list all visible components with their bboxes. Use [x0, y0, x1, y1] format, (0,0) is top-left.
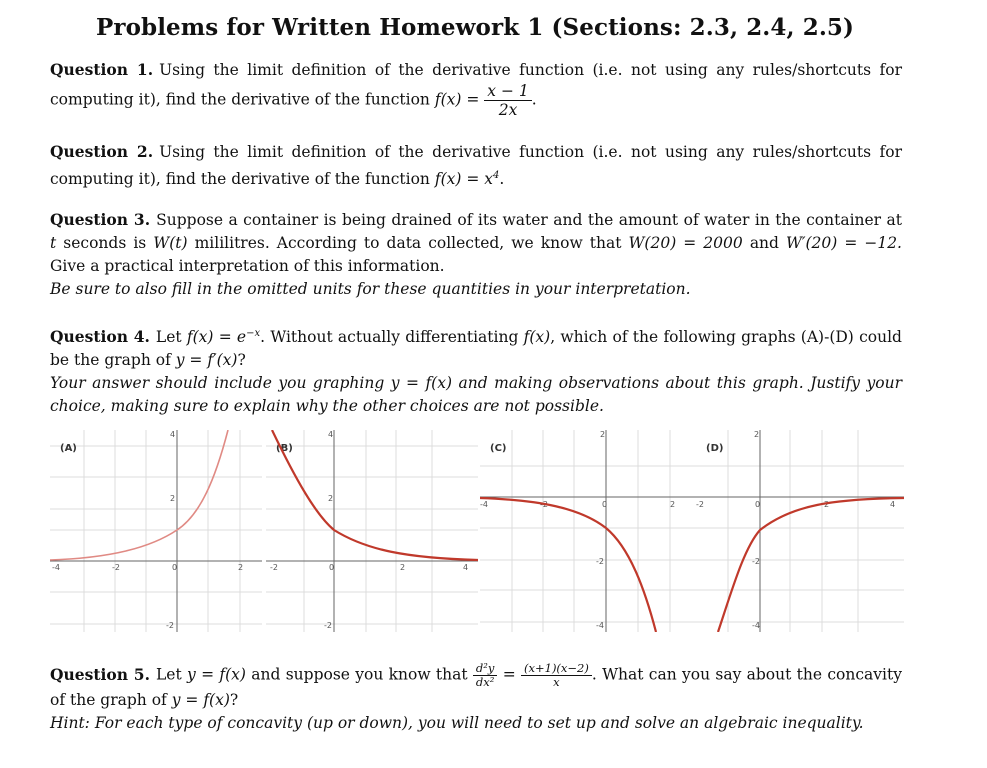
question-5-second-derivative — [473, 662, 497, 689]
graph-d-label: (D) — [706, 443, 724, 454]
question-2-text: Using the limit definition of the derivative function (i.e. not using any rules/shortcuts for computing it), find the derivative of the function — [50, 143, 902, 189]
graph-d-xtick: 0 — [755, 500, 761, 509]
graph-a-plot — [50, 430, 262, 632]
question-4-label: Question 4. — [50, 327, 150, 347]
graph-d-xtick: 2 — [824, 500, 830, 509]
question-4 — [50, 322, 902, 418]
question-2-end: . — [499, 170, 505, 189]
question-5-r-numerator: (x+1)(x−2) — [521, 662, 592, 676]
question-1-numerator: x − 1 — [484, 82, 531, 101]
graph-d-ytick: -2 — [752, 557, 760, 566]
question-4-text-c: , which of the following graphs (A)-(D) could be the graph of — [50, 328, 902, 370]
graph-d — [692, 430, 904, 632]
graph-c-xtick: 0 — [602, 500, 608, 509]
graph-b-curve — [272, 430, 478, 560]
graph-a-ytick: 4 — [170, 430, 176, 439]
question-4-note: Your answer should include you graphing y = f(x) and making observations about this graph. Justify your choice, making sure to explain why the other choices are not possible. — [50, 374, 902, 416]
graph-c-label: (C) — [490, 443, 507, 454]
question-3-and: and — [749, 234, 779, 252]
question-5-rational — [521, 662, 592, 689]
question-2-function: f(x) = x — [434, 170, 493, 189]
question-5-equals: = — [502, 665, 516, 684]
graph-b-xtick: 2 — [400, 563, 406, 572]
question-3-w20: W(20) = 2000 — [628, 234, 743, 252]
question-3-wp20: W′(20) = −12. — [786, 234, 902, 252]
graph-a-ytick: -2 — [166, 621, 174, 630]
question-1-function: f(x) = — [434, 90, 480, 109]
question-5-d2-denominator: dx² — [475, 675, 495, 689]
graph-b-ytick: -2 — [324, 621, 332, 630]
graph-b-plot — [266, 430, 478, 632]
question-5-r-denominator: x — [553, 675, 560, 689]
question-3-t: t — [50, 234, 57, 252]
question-5-yfx: y = f(x) — [187, 665, 246, 684]
graph-d-ytick: 2 — [754, 430, 760, 439]
graph-c-ytick: -2 — [596, 557, 604, 566]
question-3-text-c: mililitres. According to data collected, we know that — [194, 234, 622, 252]
question-5-text-d: ? — [229, 691, 239, 709]
graph-a — [50, 430, 262, 632]
question-5 — [50, 662, 902, 735]
question-3-note: Be sure to also fill in the omitted units for these quantities in your interpretation. — [50, 280, 691, 298]
graph-a-xtick: -4 — [52, 563, 60, 572]
graph-c-xtick: -4 — [480, 500, 488, 509]
graph-c-curve — [480, 498, 656, 632]
question-4-yfp: y = f′(x) — [175, 351, 238, 370]
question-1-denominator: 2x — [498, 101, 518, 119]
graph-d-xtick: -2 — [696, 500, 704, 509]
graph-c-ytick: -4 — [596, 621, 604, 630]
graph-d-xtick: 4 — [890, 500, 896, 509]
graph-b — [266, 430, 478, 632]
question-4-exponent: −x — [246, 328, 261, 339]
graph-d-plot — [692, 430, 904, 632]
question-5-hint: Hint: For each type of concavity (up or down), you will need to set up and solve an algebraic inequality. — [50, 714, 864, 732]
graph-b-ytick: 2 — [328, 494, 334, 503]
question-2-label: Question 2. — [50, 142, 154, 161]
graph-b-ytick: 4 — [328, 430, 334, 439]
question-3-wt: W(t) — [153, 234, 188, 252]
question-5-yfx2: y = f(x) — [171, 691, 230, 709]
question-2 — [50, 140, 902, 191]
page-title: Problems for Written Homework 1 (Sections: 2.3, 2.4, 2.5) — [95, 14, 855, 41]
graph-c-plot — [480, 430, 692, 632]
graph-a-xtick: 0 — [172, 563, 178, 572]
question-4-text-d: ? — [237, 351, 246, 370]
question-3-text-b: seconds is — [63, 234, 147, 252]
question-5-text-c: . What can you say about the concavity of the graph of — [50, 665, 902, 709]
graph-b-label: (B) — [276, 443, 293, 454]
question-1-text: Using the limit definition of the derivative function (i.e. not using any rules/shortcuts for computing it), find the derivative of the function — [50, 61, 902, 109]
question-1-fraction — [484, 82, 531, 119]
question-3-label: Question 3. — [50, 210, 151, 229]
question-4-function: f(x) = e — [186, 328, 247, 347]
graph-b-xtick: 4 — [463, 563, 469, 572]
graph-c — [480, 430, 692, 632]
question-4-text-a: Let — [155, 328, 182, 347]
graph-b-xtick: 0 — [329, 563, 335, 572]
question-5-text-a: Let — [155, 665, 182, 684]
question-3-text-d: Give a practical interpretation of this information. — [50, 257, 445, 275]
question-3 — [50, 208, 902, 301]
graph-c-ytick: 2 — [600, 430, 606, 439]
graph-a-label: (A) — [60, 443, 77, 454]
question-4-fx: f(x) — [523, 328, 551, 347]
graph-a-xtick: -2 — [112, 563, 120, 572]
question-1-label: Question 1. — [50, 60, 154, 79]
question-5-label: Question 5. — [50, 664, 150, 684]
graph-a-xtick: 2 — [238, 563, 244, 572]
question-1 — [50, 58, 902, 119]
question-5-text-b: and suppose you know that — [251, 665, 468, 684]
question-5-d2-numerator: d²y — [473, 662, 497, 676]
graph-b-xtick: -2 — [270, 563, 278, 572]
graph-c-xtick: -2 — [540, 500, 548, 509]
graph-d-curve — [718, 498, 904, 632]
graph-a-ytick: 2 — [170, 494, 176, 503]
question-4-text-b: . Without actually differentiating — [260, 328, 519, 347]
graph-d-ytick: -4 — [752, 621, 760, 630]
graph-c-xtick: 2 — [670, 500, 676, 509]
question-1-end: . — [531, 90, 537, 109]
question-3-text-a: Suppose a container is being drained of its water and the amount of water in the container at — [156, 211, 903, 229]
question-2-exponent: 4 — [493, 170, 500, 181]
